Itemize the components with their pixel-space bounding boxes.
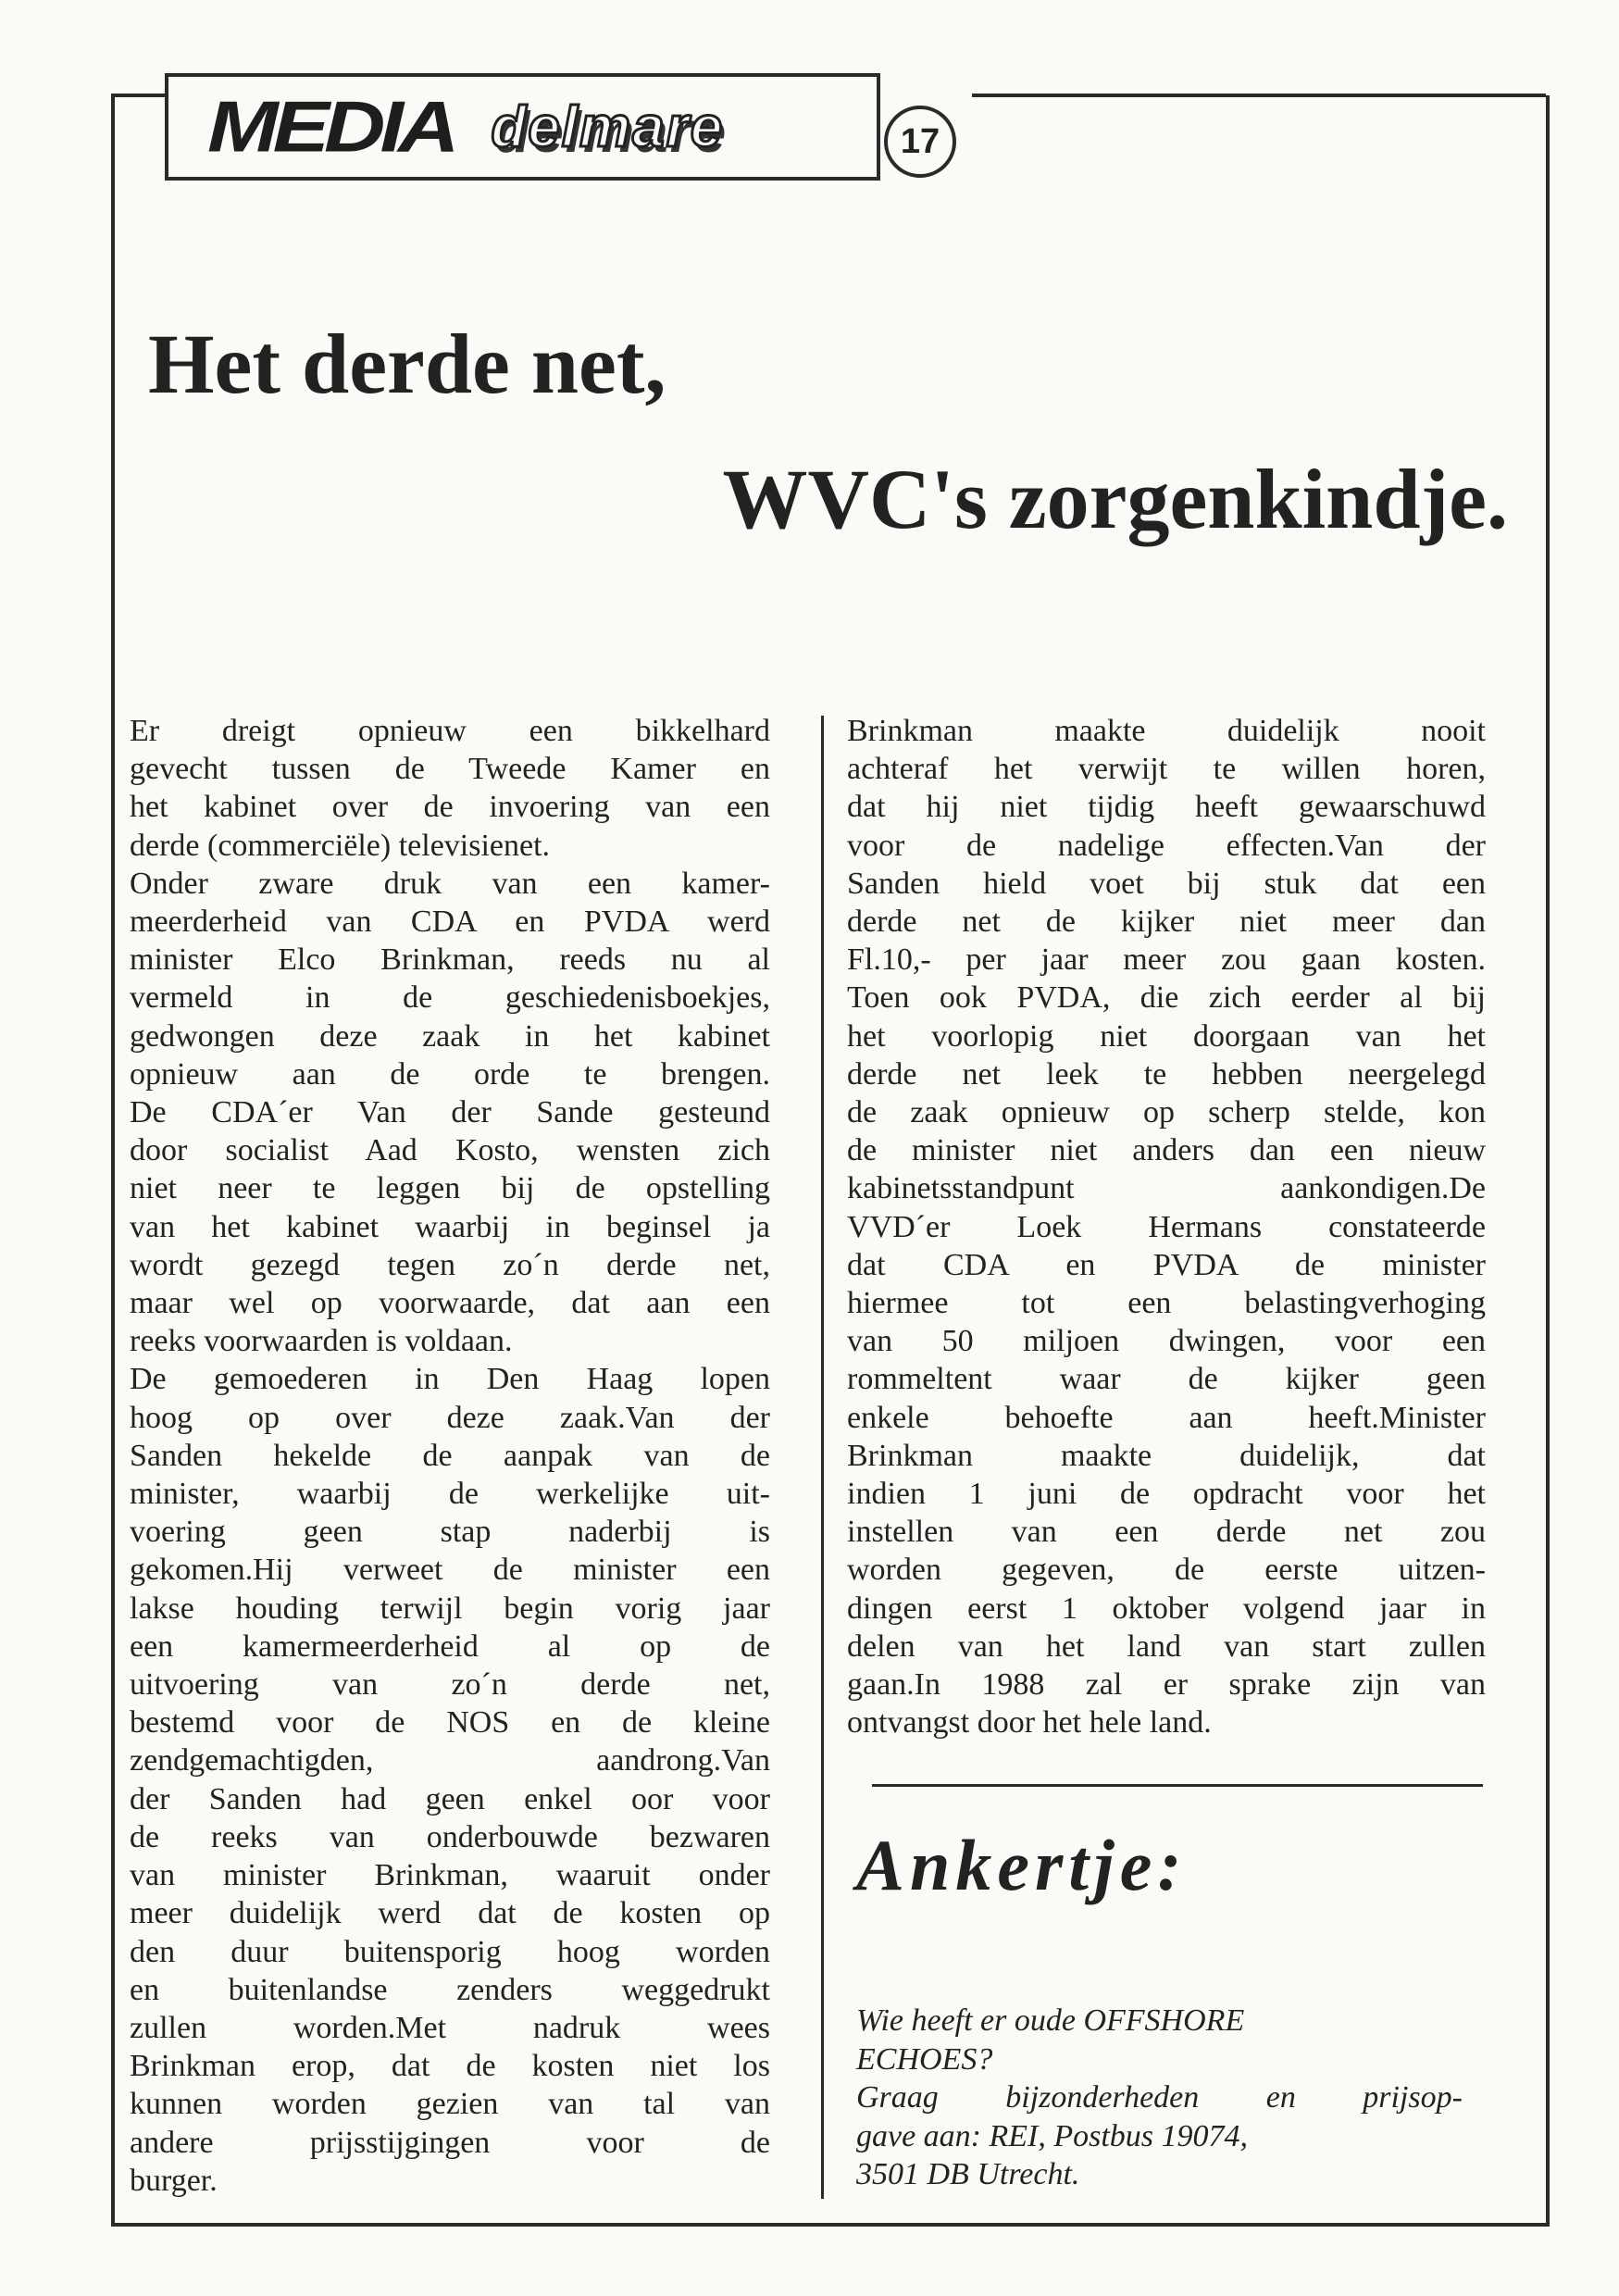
text-line: den duur buitensporig hoog worden [130,1934,770,1969]
logo-delmare: delmare [491,94,725,159]
ankertje-title: Ankertje: [856,1825,1188,1905]
text-line: voor de nadelige effecten.Van der [847,828,1486,863]
text-line: hoog op over deze zaak.Van der [130,1400,770,1435]
text-line: reeks voorwaarden is voldaan. [130,1324,513,1359]
text-line: Sanden hekelde de aanpak van de [130,1438,770,1473]
text-line: Toen ook PVDA, die zich eerder al bij [847,980,1486,1016]
text-line: andere prijsstijgingen voor de [130,2125,770,2160]
text-line: voering geen stap naderbij is [130,1515,770,1550]
frame-top-rule [111,94,167,97]
text-line: derde net de kijker niet meer dan [847,905,1486,940]
text-line: De gemoederen in Den Haag lopen [130,1362,770,1397]
text-line: enkele behoefte aan heeft.Minister [847,1400,1486,1435]
text-line: meer duidelijk werd dat de kosten op [130,1896,770,1931]
article-right-column [847,712,1486,1741]
text-line: opnieuw aan de orde te brengen. [130,1056,770,1092]
text-line: Onder zware druk van een kamer- [130,866,770,901]
ad-line: gave aan: REI, Postbus 19074, [856,2118,1249,2153]
text-line: burger. [130,2163,218,2198]
text-line: de minister niet anders dan een nieuw [847,1133,1486,1168]
text-line: Sanden hield voet bij stuk dat een [847,866,1486,901]
text-line: de zaak opnieuw op scherp stelde, kon [847,1095,1486,1130]
text-line: delen van het land van start zullen [847,1628,1486,1664]
text-line: rommeltent waar de kijker geen [847,1362,1486,1397]
text-line: kabinetsstandpunt aankondigen.De [847,1171,1486,1206]
text-line: van minister Brinkman, waaruit onder [130,1858,770,1893]
section-rule [872,1784,1483,1787]
ankertje-ad [856,2002,1495,2194]
text-line: het kabinet over de invoering van een [130,790,770,825]
masthead-logo [165,73,880,181]
frame-top-rule [972,94,1546,97]
text-line: maar wel op voorwaarde, dat aan een [130,1286,770,1321]
text-line: minister Elco Brinkman, reeds nu al [130,942,770,978]
text-line: minister, waarbij de werkelijke uit- [130,1477,770,1512]
text-line: indien 1 juni de opdracht voor het [847,1477,1486,1512]
text-line: een kamermeerderheid al op de [130,1628,770,1664]
text-line: dat hij niet tijdig heeft gewaarschuwd [847,790,1486,825]
text-line: gevecht tussen de Tweede Kamer en [130,752,770,787]
text-line: hiermee tot een belastingverhoging [847,1286,1486,1321]
text-line: niet neer te leggen bij de opstelling [130,1171,770,1206]
text-line: derde net leek te hebben neergelegd [847,1056,1486,1092]
ad-line: ECHOES? [856,2041,993,2077]
text-line: uitvoering van zo´n derde net, [130,1667,770,1703]
text-line: wordt gezegd tegen zo´n derde net, [130,1247,770,1282]
text-line: gedwongen deze zaak in het kabinet [130,1018,770,1054]
text-line: van het kabinet waarbij in beginsel ja [130,1209,770,1244]
article-title-line2: WVC's zorgenkindje. [722,452,1508,546]
text-line: zullen worden.Met nadruk wees [130,2010,770,2045]
text-line: ontvangst door het hele land. [847,1705,1212,1741]
text-line: Er dreigt opnieuw een bikkelhard [130,714,770,748]
text-line: kunnen worden gezien van tal van [130,2087,770,2122]
text-line: dingen eerst 1 oktober volgend jaar in [847,1591,1486,1626]
text-line: gekomen.Hij verweet de minister een [130,1553,770,1588]
text-line: lakse houding terwijl begin vorig jaar [130,1591,770,1626]
ad-line: Graag bijzonderheden en prijsop- [856,2080,1463,2115]
text-line: van 50 miljoen dwingen, voor een [847,1324,1486,1359]
page-number-badge: 17 [884,106,956,178]
text-line: Brinkman maakte duidelijk, dat [847,1438,1486,1473]
text-line: dat CDA en PVDA de minister [847,1247,1486,1282]
text-line: instellen van een derde net zou [847,1515,1486,1550]
article-left-column [130,712,770,2200]
text-line: Brinkman erop, dat de kosten niet los [130,2049,770,2084]
article-title-line1: Het derde net, [148,317,666,411]
text-line: gaan.In 1988 zal er sprake zijn van [847,1667,1486,1703]
text-line: meerderheid van CDA en PVDA werd [130,905,770,940]
text-line: De CDA´er Van der Sande gesteund [130,1095,770,1130]
column-divider [821,716,824,2199]
text-line: Brinkman maakte duidelijk nooit [847,714,1486,748]
text-line: achteraf het verwijt te willen horen, [847,752,1486,787]
text-line: het voorlopig niet doorgaan van het [847,1018,1486,1054]
text-line: vermeld in de geschiedenisboekjes, [130,980,770,1016]
text-line: VVD´er Loek Hermans constateerde [847,1209,1486,1244]
ad-line: Wie heeft er oude OFFSHORE [856,2003,1245,2038]
text-line: zendgemachtigden, aandrong.Van [130,1743,770,1778]
text-line: door socialist Aad Kosto, wensten zich [130,1133,770,1168]
ad-line: 3501 DB Utrecht. [856,2157,1080,2191]
text-line: der Sanden had geen enkel oor voor [130,1781,770,1816]
logo-media: MEDIA [207,86,455,167]
text-line: worden gegeven, de eerste uitzen- [847,1553,1486,1588]
text-line: de reeks van onderbouwde bezwaren [130,1819,770,1854]
text-line: derde (commerciële) televisienet. [130,828,551,863]
text-line: en buitenlandse zenders weggedrukt [130,1972,770,2007]
text-line: Fl.10,- per jaar meer zou gaan kosten. [847,942,1486,978]
text-line: bestemd voor de NOS en de kleine [130,1705,770,1741]
